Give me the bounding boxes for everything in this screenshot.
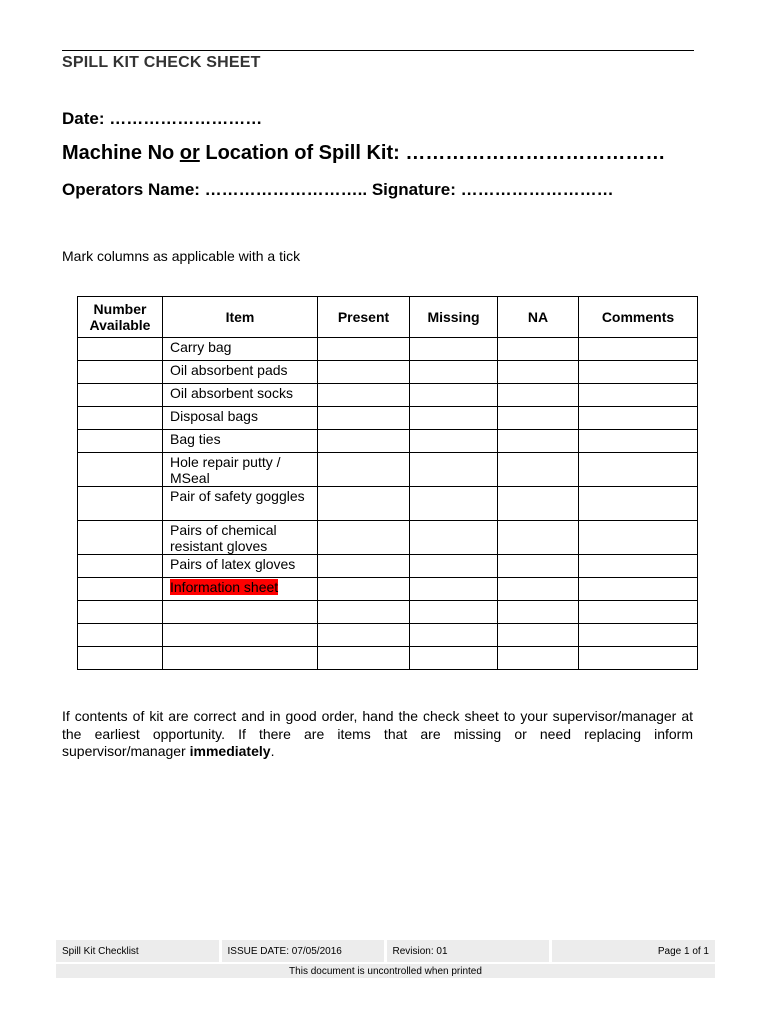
cell-missing[interactable] xyxy=(410,624,498,647)
cell-number-available[interactable] xyxy=(78,407,163,430)
cell-missing[interactable] xyxy=(410,430,498,453)
item-label: Oil absorbent pads xyxy=(170,362,288,378)
cell-comments[interactable] xyxy=(579,555,698,578)
table-row xyxy=(78,521,698,555)
cell-item xyxy=(163,521,318,555)
item-label: Bag ties xyxy=(170,431,221,447)
cell-missing[interactable] xyxy=(410,338,498,361)
cell-present[interactable] xyxy=(318,407,410,430)
machine-prefix: Machine No xyxy=(62,142,180,164)
cell-na[interactable] xyxy=(498,338,579,361)
cell-item xyxy=(163,624,318,647)
cell-na[interactable] xyxy=(498,384,579,407)
cell-missing[interactable] xyxy=(410,453,498,487)
item-label: Carry bag xyxy=(170,339,232,355)
cell-number-available[interactable] xyxy=(78,624,163,647)
col-header-number-line2: Available xyxy=(89,317,151,333)
cell-comments[interactable] xyxy=(579,384,698,407)
cell-comments[interactable] xyxy=(579,647,698,670)
checklist-table xyxy=(77,296,698,670)
closing-end: . xyxy=(270,743,275,759)
cell-number-available[interactable] xyxy=(78,521,163,555)
table-row xyxy=(78,487,698,521)
table-row xyxy=(78,361,698,384)
col-header-number-line1: Number xyxy=(93,301,147,317)
table-row xyxy=(78,453,698,487)
cell-missing[interactable] xyxy=(410,555,498,578)
page-footer xyxy=(56,940,715,978)
cell-number-available[interactable] xyxy=(78,578,163,601)
cell-comments[interactable] xyxy=(579,487,698,521)
cell-present[interactable] xyxy=(318,487,410,521)
table-header-row xyxy=(78,297,698,338)
table-row xyxy=(78,624,698,647)
cell-item xyxy=(163,601,318,624)
cell-present[interactable] xyxy=(318,624,410,647)
cell-comments[interactable] xyxy=(579,578,698,601)
cell-present[interactable] xyxy=(318,453,410,487)
cell-present[interactable] xyxy=(318,521,410,555)
cell-comments[interactable] xyxy=(579,521,698,555)
cell-present[interactable] xyxy=(318,601,410,624)
cell-na[interactable] xyxy=(498,601,579,624)
item-label: Disposal bags xyxy=(170,408,258,424)
closing-text: If contents of kit are correct and in good order, hand the check sheet to your supervisor/manager at the earliest opportunity. If there are items that are missing or need replacing inform supervisor/manager xyxy=(62,708,693,759)
col-header-item: Item xyxy=(163,297,318,338)
table-row xyxy=(78,430,698,453)
cell-comments[interactable] xyxy=(579,338,698,361)
cell-na[interactable] xyxy=(498,578,579,601)
document-title: SPILL KIT CHECK SHEET xyxy=(62,54,261,71)
col-header-na: NA xyxy=(498,297,579,338)
cell-item xyxy=(163,487,318,521)
cell-missing[interactable] xyxy=(410,487,498,521)
footer-doc-name: Spill Kit Checklist xyxy=(56,940,220,963)
cell-missing[interactable] xyxy=(410,361,498,384)
cell-number-available[interactable] xyxy=(78,647,163,670)
col-header-comments: Comments xyxy=(579,297,698,338)
cell-item xyxy=(163,647,318,670)
closing-emphasis: immediately xyxy=(189,743,271,759)
cell-item xyxy=(163,430,318,453)
cell-na[interactable] xyxy=(498,555,579,578)
footer-revision: Revision: 01 xyxy=(385,940,550,963)
cell-item xyxy=(163,578,318,601)
machine-location-field xyxy=(62,142,665,165)
cell-present[interactable] xyxy=(318,338,410,361)
footer-note-row xyxy=(56,963,715,978)
cell-present[interactable] xyxy=(318,578,410,601)
cell-missing[interactable] xyxy=(410,647,498,670)
cell-comments[interactable] xyxy=(579,361,698,384)
cell-na[interactable] xyxy=(498,361,579,384)
table-row xyxy=(78,338,698,361)
cell-number-available[interactable] xyxy=(78,338,163,361)
cell-comments[interactable] xyxy=(579,430,698,453)
col-header-number-available xyxy=(78,297,163,338)
cell-comments[interactable] xyxy=(579,624,698,647)
cell-number-available[interactable] xyxy=(78,384,163,407)
cell-na[interactable] xyxy=(498,521,579,555)
cell-comments[interactable] xyxy=(579,453,698,487)
cell-comments[interactable] xyxy=(579,407,698,430)
cell-number-available[interactable] xyxy=(78,487,163,521)
cell-number-available[interactable] xyxy=(78,430,163,453)
cell-present[interactable] xyxy=(318,555,410,578)
col-header-present: Present xyxy=(318,297,410,338)
checklist-body xyxy=(78,338,698,670)
cell-item xyxy=(163,338,318,361)
footer-note: This document is uncontrolled when printed xyxy=(56,963,715,978)
date-field: Date: ……………………… xyxy=(62,109,263,128)
table-row xyxy=(78,384,698,407)
table-row xyxy=(78,601,698,624)
cell-missing[interactable] xyxy=(410,578,498,601)
cell-present[interactable] xyxy=(318,361,410,384)
machine-or: or xyxy=(179,142,200,164)
item-label: Pairs of chemical resistant gloves xyxy=(170,522,277,554)
cell-missing[interactable] xyxy=(410,601,498,624)
item-label: Information sheet xyxy=(170,579,279,595)
cell-number-available[interactable] xyxy=(78,361,163,384)
cell-item xyxy=(163,407,318,430)
cell-na[interactable] xyxy=(498,624,579,647)
cell-missing[interactable] xyxy=(410,521,498,555)
cell-present[interactable] xyxy=(318,384,410,407)
machine-suffix: Location of Spill Kit: ………………………………… xyxy=(199,142,666,164)
table-row xyxy=(78,647,698,670)
cell-item xyxy=(163,555,318,578)
cell-item xyxy=(163,384,318,407)
item-label: Hole repair putty / MSeal xyxy=(170,454,281,486)
cell-na[interactable] xyxy=(498,647,579,670)
operator-signature-field: Operators Name: ……………………….. Signature: ……………………… xyxy=(62,180,614,199)
cell-item xyxy=(163,361,318,384)
item-label: Pair of safety goggles xyxy=(170,488,305,504)
header-rule xyxy=(62,50,694,51)
footer-issue-date: ISSUE DATE: 07/05/2016 xyxy=(220,940,385,963)
cell-item xyxy=(163,453,318,487)
col-header-missing: Missing xyxy=(410,297,498,338)
cell-na[interactable] xyxy=(498,487,579,521)
cell-missing[interactable] xyxy=(410,384,498,407)
cell-number-available[interactable] xyxy=(78,601,163,624)
instruction-text: Mark columns as applicable with a tick xyxy=(62,248,301,264)
cell-na[interactable] xyxy=(498,407,579,430)
cell-comments[interactable] xyxy=(579,601,698,624)
cell-present[interactable] xyxy=(318,647,410,670)
footer-row xyxy=(56,940,715,963)
cell-na[interactable] xyxy=(498,453,579,487)
cell-na[interactable] xyxy=(498,430,579,453)
cell-missing[interactable] xyxy=(410,407,498,430)
cell-number-available[interactable] xyxy=(78,453,163,487)
item-label: Pairs of latex gloves xyxy=(170,556,296,572)
cell-present[interactable] xyxy=(318,430,410,453)
cell-number-available[interactable] xyxy=(78,555,163,578)
closing-paragraph xyxy=(62,708,693,761)
footer-page-number: Page 1 of 1 xyxy=(550,940,715,963)
table-row xyxy=(78,555,698,578)
table-row xyxy=(78,407,698,430)
table-row xyxy=(78,578,698,601)
item-label: Oil absorbent socks xyxy=(170,385,293,401)
